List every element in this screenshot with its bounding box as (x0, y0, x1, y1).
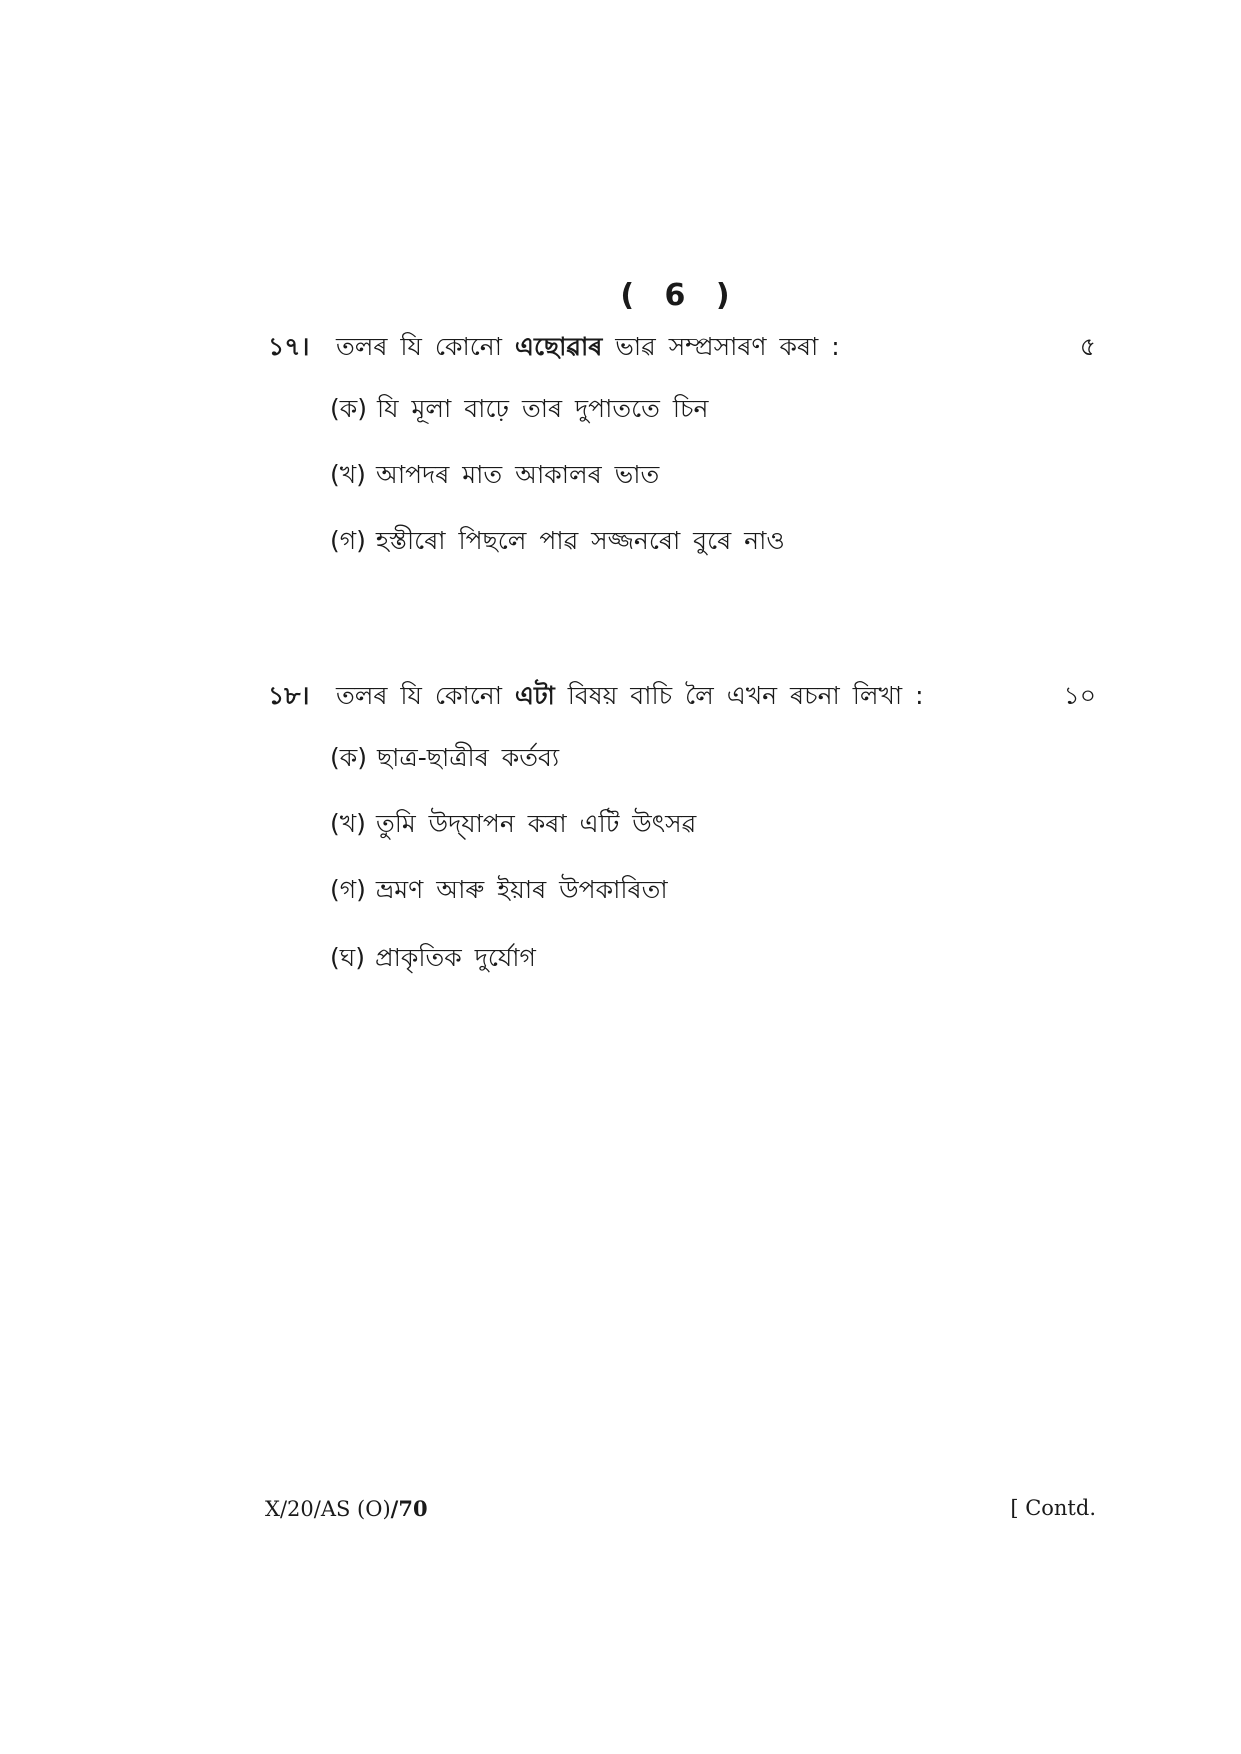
option-text: ভ্ৰমণ আৰু ইয়াৰ উপকাৰিতা (375, 875, 668, 904)
question-text-before: তলৰ যি কোনো (335, 681, 515, 710)
paper-code-suffix: /70 (390, 1496, 428, 1521)
question-number: ১৮। (268, 681, 310, 710)
question-text (336, 332, 840, 361)
option-label: (গ) (330, 526, 366, 555)
option-label: (খ) (330, 809, 366, 838)
question-text-before: তলৰ যি কোনো (335, 332, 515, 361)
paper-code (265, 1497, 428, 1521)
option-item (330, 455, 1096, 495)
option-item (330, 870, 1096, 910)
option-label: (গ) (330, 875, 366, 904)
paper-code-prefix: X/20/AS (O) (265, 1497, 391, 1521)
question-text-after: বিষয় বাচি লৈ এখন ৰচনা লিখা : (554, 681, 924, 710)
option-item (330, 938, 1096, 978)
question-text-after: ভাৱ সম্প্ৰসাৰণ কৰা : (602, 332, 840, 361)
question-18-line (268, 676, 1096, 716)
option-text: ছাত্ৰ-ছাত্ৰীৰ কৰ্তব্য (377, 743, 560, 772)
options-list (330, 389, 1096, 561)
question-18 (268, 676, 1096, 978)
option-label: (ক) (330, 743, 367, 772)
question-text-bold: এছোৱাৰ (514, 332, 603, 361)
option-item (330, 389, 1096, 429)
question-17-line (268, 327, 1096, 367)
question-text (336, 681, 924, 710)
option-label: (ক) (330, 394, 367, 423)
option-text: প্ৰাকৃতিক দুৰ্যোগ (374, 943, 536, 972)
option-label: (ঘ) (330, 943, 365, 972)
option-item (330, 521, 1096, 561)
question-17 (268, 327, 1096, 561)
option-item (330, 738, 1096, 778)
question-text-bold: এটা (514, 681, 555, 710)
options-list (330, 738, 1096, 978)
page-footer (265, 1496, 1096, 1530)
option-item (330, 804, 1096, 844)
option-text: তুমি উদ্‌যাপন কৰা এটি উৎসৱ (375, 809, 697, 838)
question-marks: ১০ (1063, 681, 1096, 710)
question-number: ১৭। (268, 332, 310, 361)
option-text: আপদৰ মাত আকালৰ ভাত (375, 460, 660, 489)
question-marks: ৫ (1079, 332, 1096, 361)
page-number: ( 6 ) (620, 278, 740, 313)
contd-label: [ Contd. (1010, 1496, 1096, 1520)
option-text: যি মূলা বাঢ়ে তাৰ দুপাততে চিন (377, 394, 709, 423)
option-text: হস্তীৰো পিছলে পাৱ সজ্জনৰো বুৰে নাও (375, 526, 785, 555)
option-label: (খ) (330, 460, 366, 489)
